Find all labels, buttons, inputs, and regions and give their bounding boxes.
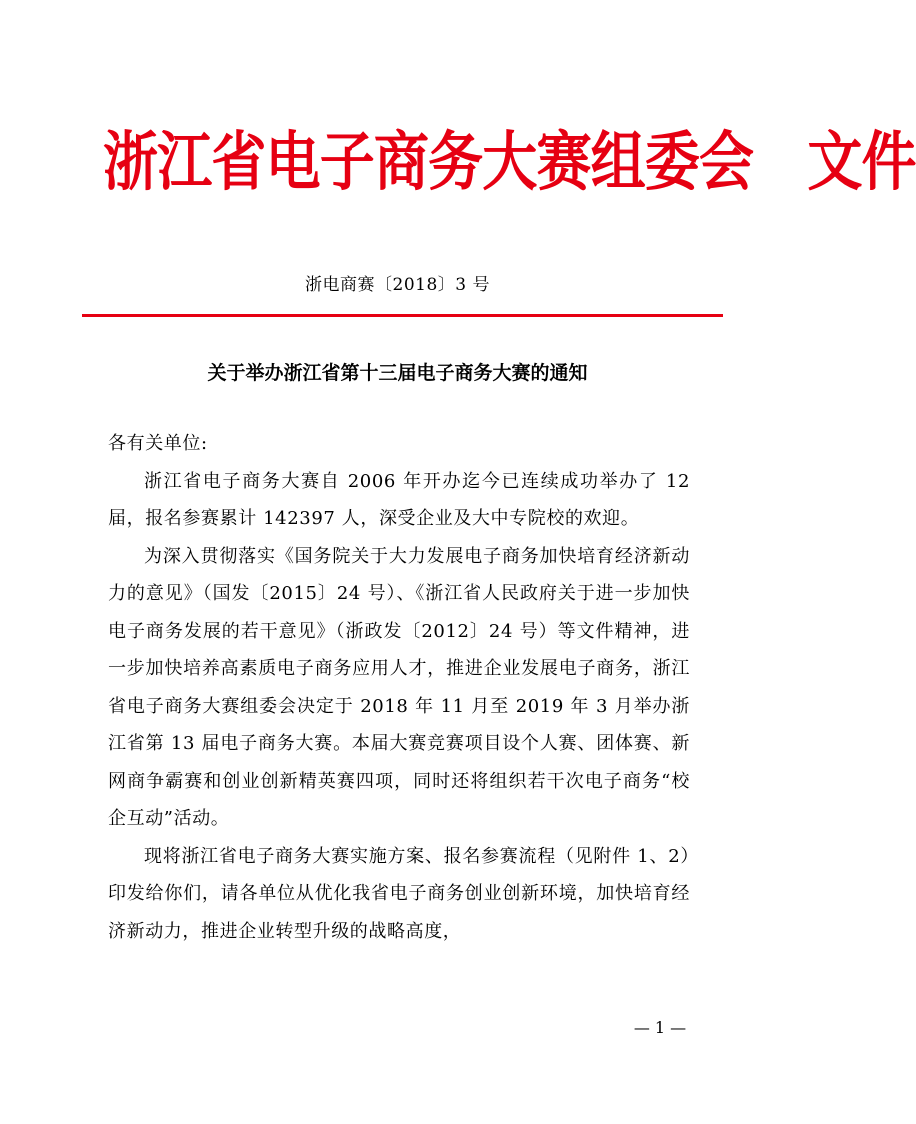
document-number: 浙电商赛〔2018〕3 号: [305, 275, 490, 295]
notice-title: 关于举办浙江省第十三届电子商务大赛的通知: [207, 362, 588, 384]
paragraph-1: 浙江省电子商务大赛自 2006 年开办迄今已连续成功举办了 12 届，报名参赛累计 142397 人，深受企业及大中专院校的欢迎。: [108, 470, 690, 529]
organization-title: 浙江省电子商务大赛组委会 文件: [103, 126, 916, 200]
notice-body: [108, 425, 690, 950]
salutation: 各有关单位:: [108, 433, 208, 454]
red-divider-line: [82, 314, 723, 317]
page-number: — 1 —: [633, 1018, 687, 1037]
paragraph-3: 现将浙江省电子商务大赛实施方案、报名参赛流程（见附件 1、2）印发给你们，请各单位从优化我省电子商务创业创新环境，加快培育经济新动力，推进企业转型升级的战略高度，: [108, 845, 690, 942]
paragraph-2: 为深入贯彻落实《国务院关于大力发展电子商务加快培育经济新动力的意见》（国发〔2015〕24 号）、《浙江省人民政府关于进一步加快电子商务发展的若干意见》（浙政发〔2012〕24 号）等文件精神，进一步加快培养高素质电子商务应用人才，推进企业发展电子商务，浙江省电子商务大赛组委会决定于 2018 年 11 月至 2019 年 3 月举办浙江省第 13 届电子商务大赛。本届大赛竞赛项目设个人赛、团体赛、新网商争霸赛和创业创新精英赛四项，同时还将组织若干次电子商务“校企互动”活动。: [108, 545, 690, 829]
